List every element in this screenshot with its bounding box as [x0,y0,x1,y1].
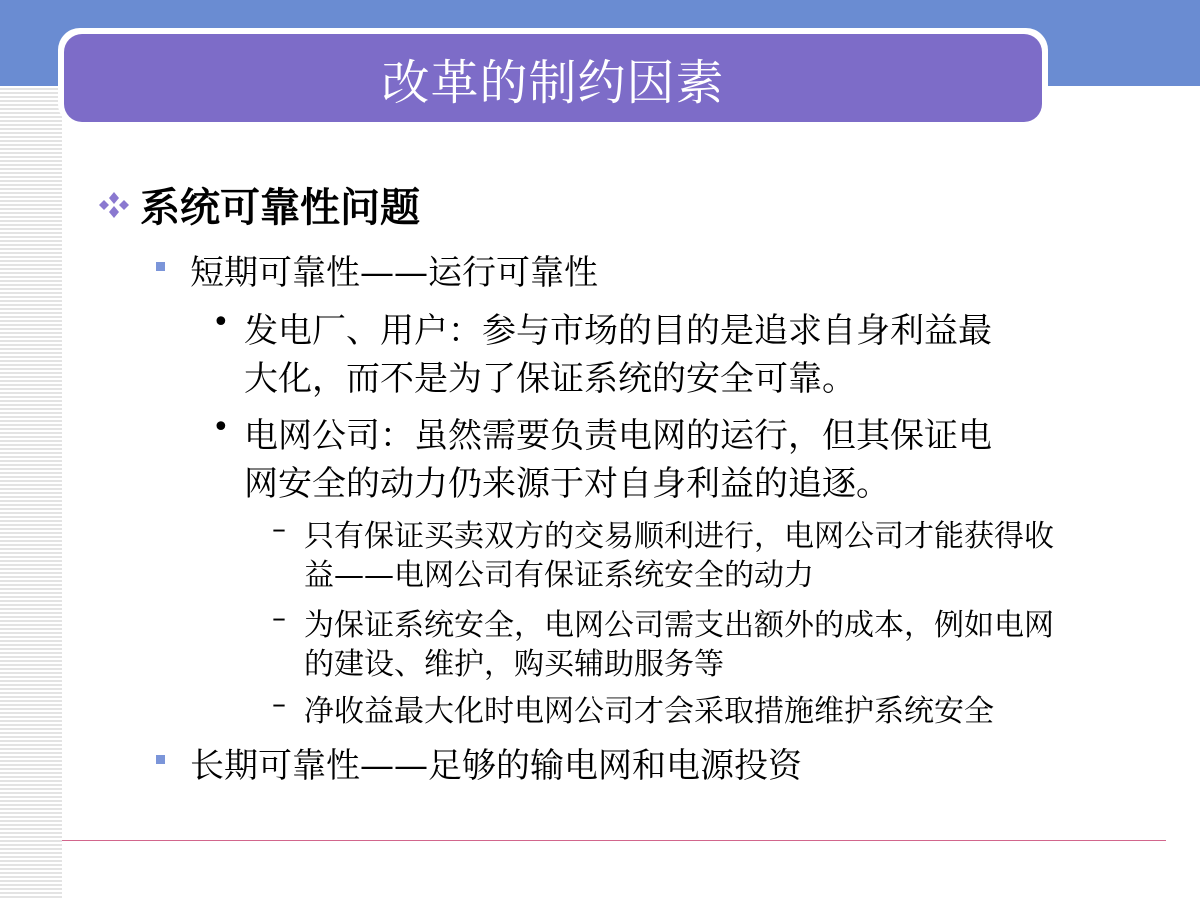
dot-bullet-icon: • [212,305,230,340]
four-diamond-bullet-icon [96,190,132,220]
subpoint-1-line-1: 只有保证买卖双方的交易顺利进行，电网公司才能获得收 [304,519,1054,554]
point-2-line-1: 电网公司：虽然需要负责电网的运行，但其保证电 [244,416,992,456]
square-bullet-icon [156,262,165,271]
item-short-term-reliability: 短期可靠性——运行可靠性 [190,253,598,293]
heading-system-reliability: 系统可靠性问题 [140,185,420,231]
point-1-line-2: 大化，而不是为了保证系统的安全可靠。 [244,359,856,399]
point-1-line-1: 发电厂、用户：参与市场的目的是追求自身利益最 [244,311,992,351]
dash-bullet-icon: – [272,687,286,720]
item-long-term-reliability: 长期可靠性——足够的输电网和电源投资 [190,746,802,786]
subpoint-3-line-1: 净收益最大化时电网公司才会采取措施维护系统安全 [304,694,994,729]
subpoint-1-line-2: 益——电网公司有保证系统安全的动力 [304,558,814,593]
subpoint-2-line-1: 为保证系统安全，电网公司需支出额外的成本，例如电网 [304,608,1054,643]
slide-title: 改革的制约因素 [381,54,725,111]
square-bullet-icon [156,755,165,764]
subpoint-2-line-2: 的建设、维护，购买辅助服务等 [304,647,724,682]
dash-bullet-icon: – [272,512,286,545]
bottom-divider-line [62,840,1166,841]
dash-bullet-icon: – [272,601,286,634]
dot-bullet-icon: • [212,410,230,445]
point-2-line-2: 网安全的动力仍来源于对自身利益的追逐。 [244,464,890,504]
